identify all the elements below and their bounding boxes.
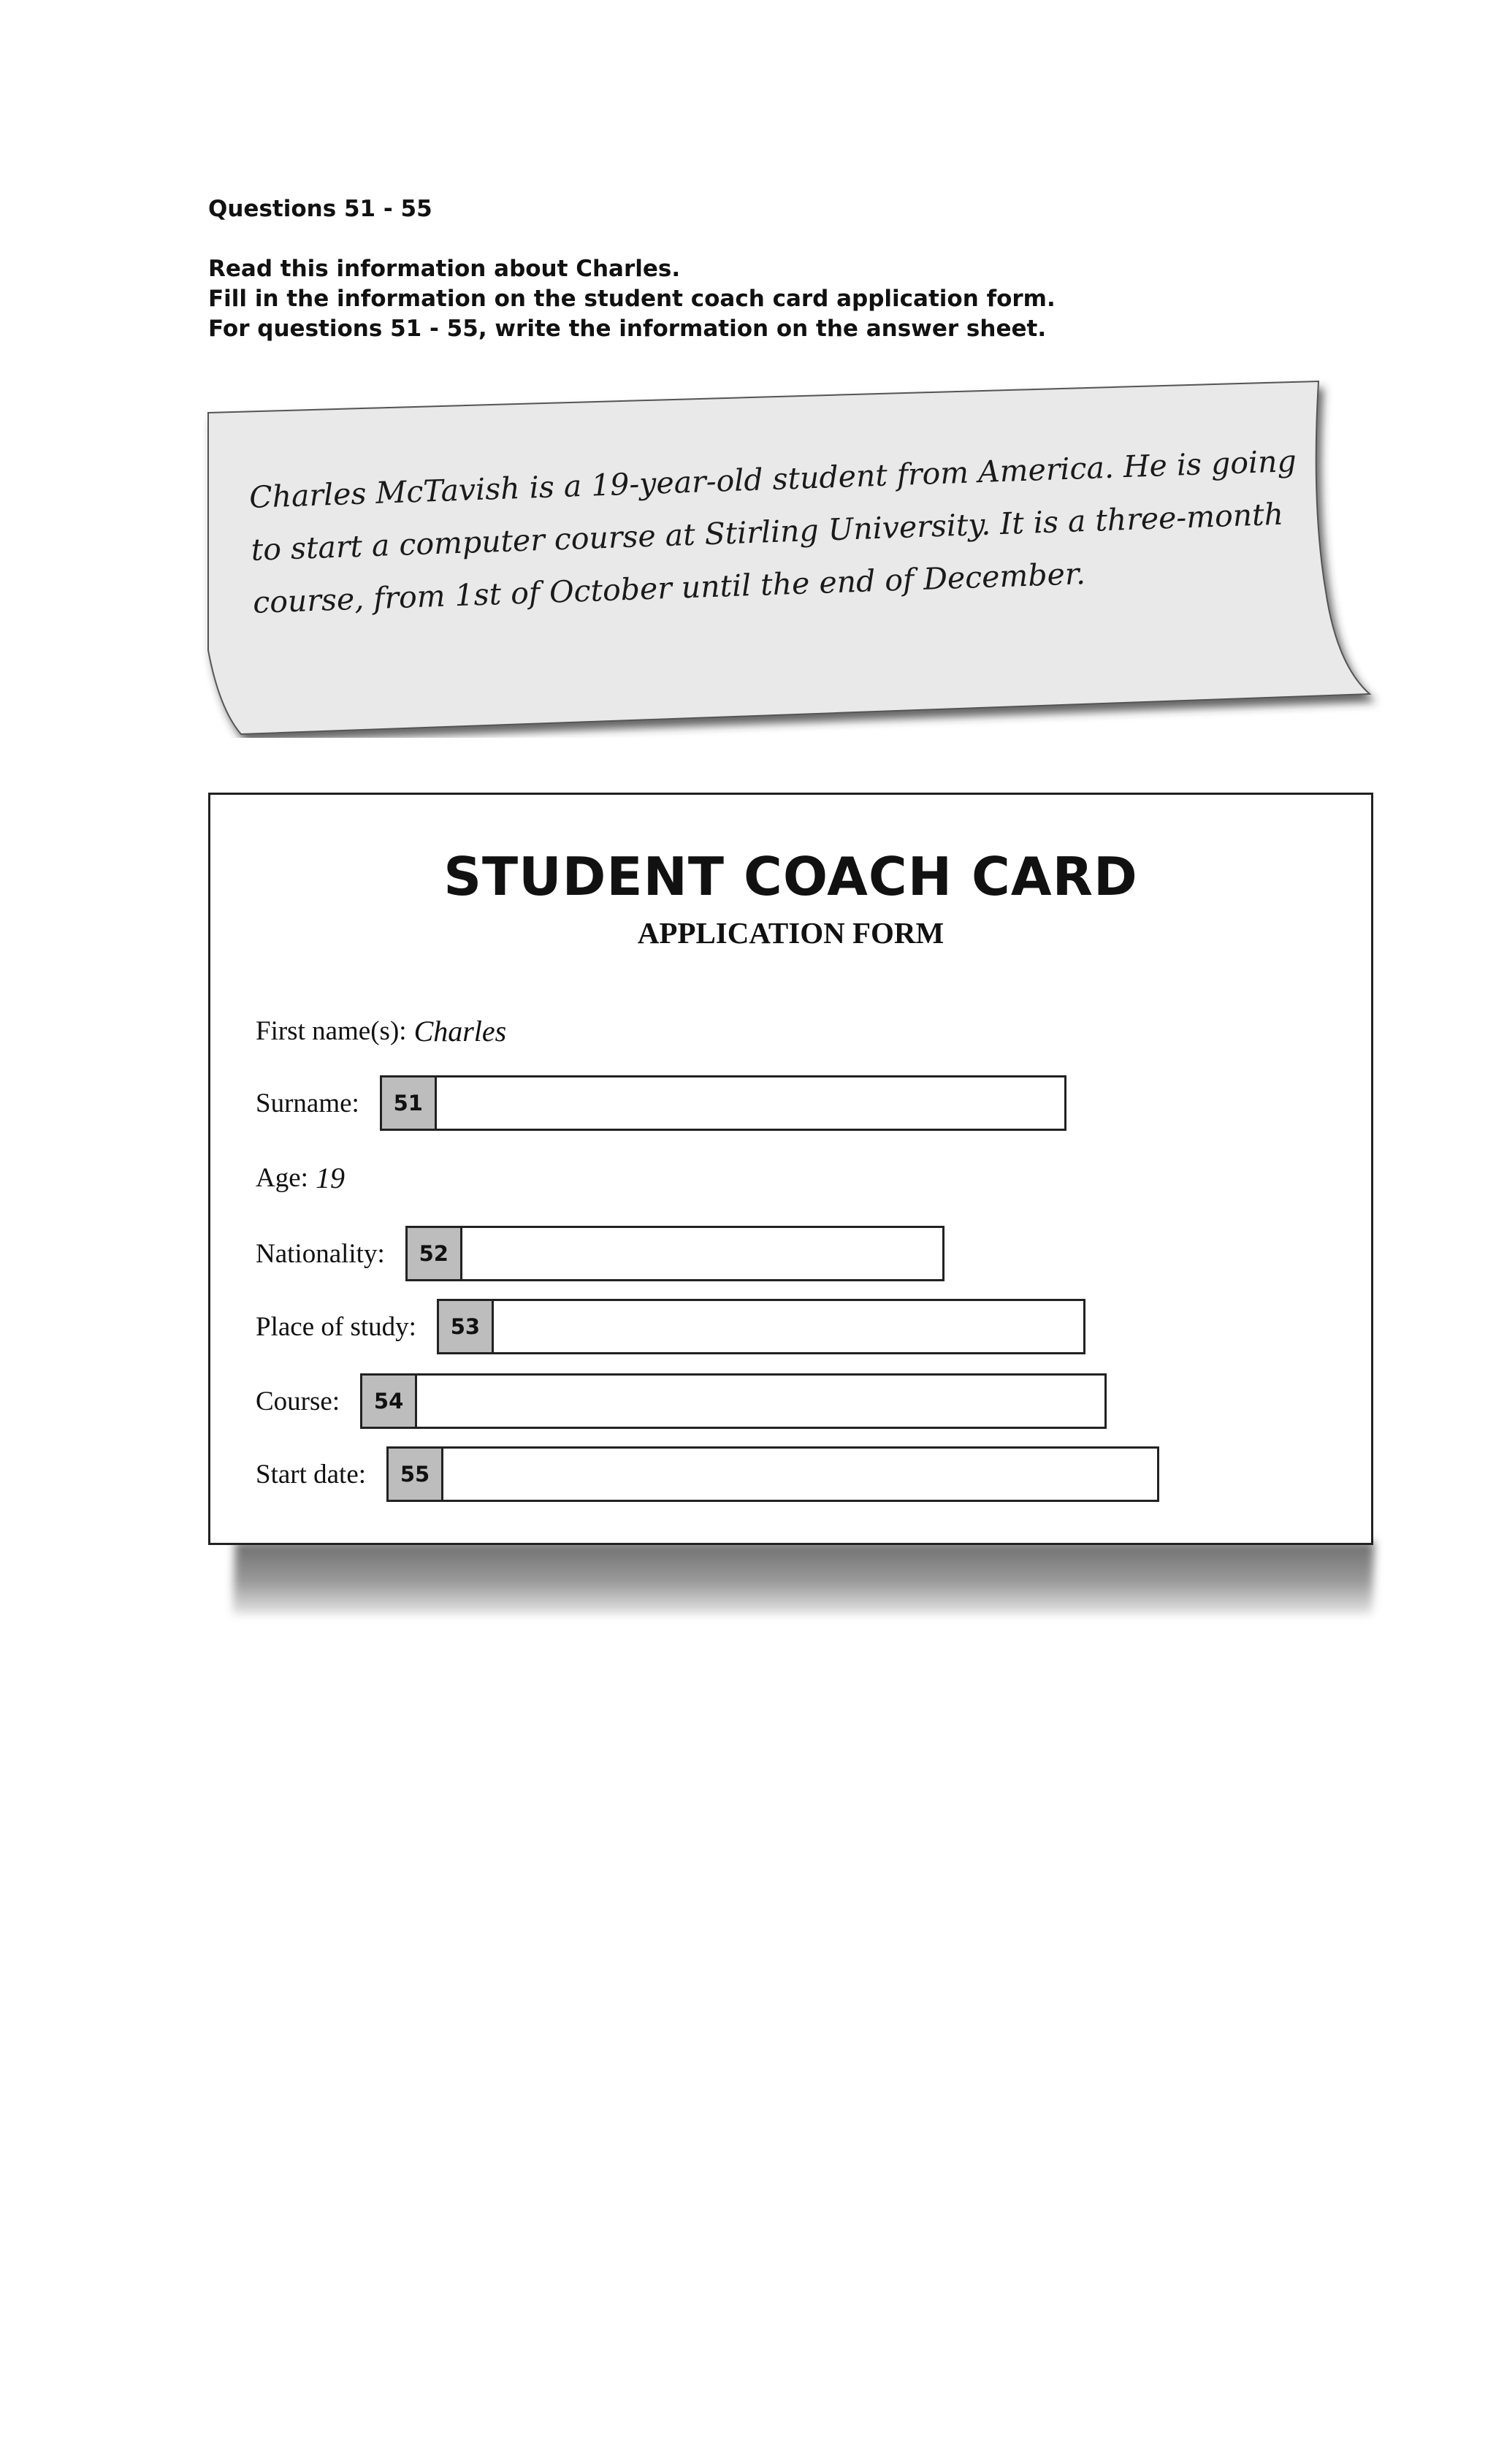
card-shadow xyxy=(232,1541,1374,1614)
instruction-line: For questions 51 - 55, write the information on the answer sheet. xyxy=(208,316,1047,342)
nationality-row xyxy=(256,1226,944,1281)
instruction-line: Fill in the information on the student coach card application form. xyxy=(208,286,1056,312)
instructions xyxy=(208,254,1056,344)
first-name-value: Charles xyxy=(413,1014,507,1048)
course-row xyxy=(256,1373,1107,1429)
instruction-line: Read this information about Charles. xyxy=(208,256,681,282)
information-note xyxy=(197,373,1402,738)
question-number-54: 54 xyxy=(362,1376,417,1427)
first-name-row xyxy=(256,1003,506,1059)
age-row xyxy=(256,1150,345,1205)
place-of-study-input[interactable] xyxy=(494,1301,1083,1352)
age-label: Age: xyxy=(256,1162,308,1193)
note-line: to start a computer course at Stirling University. It is a three-month xyxy=(250,496,1284,568)
place-of-study-label: Place of study: xyxy=(256,1311,416,1342)
age-value: 19 xyxy=(315,1161,345,1194)
questions-heading: Questions 51 - 55 xyxy=(208,196,432,222)
note-line: Charles McTavish is a 19-year-old student from America. He is going xyxy=(248,443,1297,515)
place-of-study-answer-box xyxy=(437,1299,1085,1354)
start-date-row xyxy=(256,1446,1159,1502)
surname-label: Surname: xyxy=(256,1088,359,1118)
surname-answer-box xyxy=(380,1075,1066,1131)
course-label: Course: xyxy=(256,1386,340,1416)
question-number-53: 53 xyxy=(439,1301,494,1352)
question-number-52: 52 xyxy=(408,1228,462,1279)
start-date-input[interactable] xyxy=(443,1449,1157,1500)
application-form-card xyxy=(208,793,1373,1545)
place-of-study-row xyxy=(256,1299,1085,1354)
form-title: STUDENT COACH CARD xyxy=(443,846,1138,907)
surname-row xyxy=(256,1075,1066,1131)
course-input[interactable] xyxy=(417,1376,1104,1427)
start-date-label: Start date: xyxy=(256,1459,367,1490)
question-number-55: 55 xyxy=(389,1449,443,1500)
nationality-input[interactable] xyxy=(462,1228,942,1279)
course-answer-box xyxy=(360,1373,1107,1429)
question-number-51: 51 xyxy=(382,1077,437,1129)
surname-input[interactable] xyxy=(437,1077,1064,1129)
nationality-answer-box xyxy=(405,1226,944,1281)
note-line: course, from 1st of October until the end of December. xyxy=(252,556,1086,620)
first-name-label: First name(s): xyxy=(256,1015,407,1046)
start-date-answer-box xyxy=(386,1446,1159,1502)
form-subtitle: APPLICATION FORM xyxy=(637,916,944,950)
nationality-label: Nationality: xyxy=(256,1238,385,1269)
